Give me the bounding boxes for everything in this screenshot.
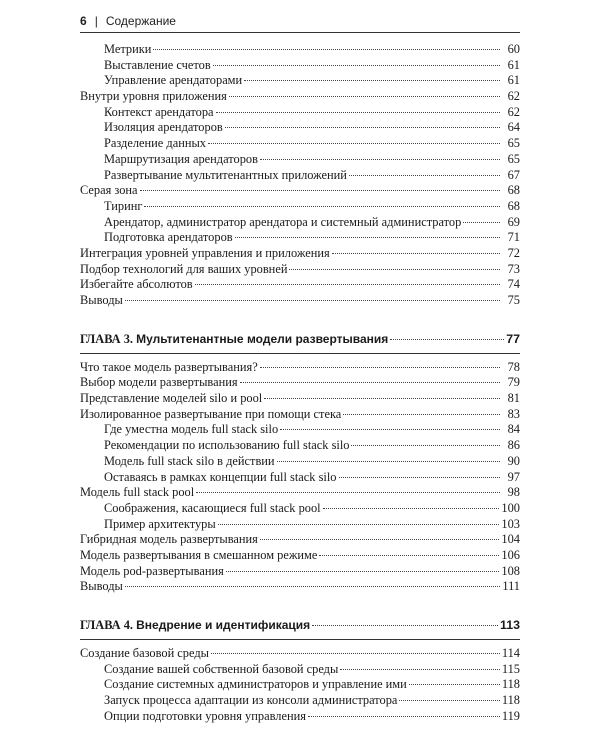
toc-entry-page: 68: [507, 183, 520, 198]
leader-dots: [226, 571, 500, 572]
chapter-4-title: Внедрение и идентификация: [136, 618, 311, 632]
leader-dots: [277, 461, 500, 462]
toc-entry[interactable]: [80, 73, 520, 89]
leader-dots: [211, 653, 500, 654]
chapter-4-heading[interactable]: [80, 618, 520, 636]
toc-entry[interactable]: [80, 293, 520, 309]
chapter-4-block: [80, 618, 520, 724]
leader-dots: [208, 143, 500, 144]
toc-entry-page: 84: [507, 422, 520, 437]
toc-entry-page: 79: [507, 375, 520, 390]
toc-entry-title: Подготовка арендаторов: [104, 230, 233, 245]
toc-entry-title: Интеграция уровней управления и приложения: [80, 245, 330, 260]
toc-entry[interactable]: [80, 391, 520, 407]
toc-entry-page: 64: [507, 120, 520, 135]
toc-entry[interactable]: [80, 470, 520, 486]
chapter-4-rule: [80, 639, 520, 640]
chapter-4-label: ГЛАВА 4.: [80, 618, 134, 632]
toc-entry-page: 90: [507, 453, 520, 468]
running-header: [80, 14, 520, 28]
leader-dots: [319, 555, 499, 556]
leader-dots: [235, 237, 500, 238]
toc-entry-page: 81: [507, 391, 520, 406]
toc-entry-page: 98: [507, 485, 520, 500]
toc-entry-title: Создание системных администраторов и управление ими: [104, 677, 407, 692]
leader-dots: [218, 524, 500, 525]
toc-entry[interactable]: [80, 422, 520, 438]
toc-entry[interactable]: [80, 454, 520, 470]
leader-dots: [339, 477, 501, 478]
leader-dots: [213, 65, 500, 66]
toc-entry-page: 115: [501, 661, 520, 676]
toc-entry-page: 68: [507, 198, 520, 213]
toc-entry[interactable]: [80, 136, 520, 152]
toc-entry[interactable]: [80, 579, 520, 595]
leader-dots: [390, 339, 504, 340]
leader-dots: [244, 80, 500, 81]
leader-dots: [351, 445, 500, 446]
toc-entry-title: Модель развертывания в смешанном режиме: [80, 547, 318, 562]
leader-dots: [280, 429, 500, 430]
toc-entry-title: Арендатор, администратор арендатора и системный администратор: [104, 214, 462, 229]
toc-entry[interactable]: [80, 709, 520, 725]
toc-entry-title: Избегайте абсолютов: [80, 277, 193, 292]
toc-entry-title: Управление арендаторами: [104, 73, 243, 88]
page-number: 6: [80, 14, 87, 28]
toc-entry-page: 62: [507, 89, 520, 104]
toc-entry[interactable]: [80, 517, 520, 533]
toc-entry-title: Выводы: [80, 293, 123, 307]
chapter-3-title: Мультитенантные модели развертывания: [136, 331, 389, 346]
header-rule: [80, 32, 520, 33]
chapter-4-page: 113: [500, 618, 520, 632]
toc-entry-title: Метрики: [104, 42, 152, 56]
toc-entry-title: Что такое модель развертывания?: [80, 359, 258, 374]
toc-entry-page: 72: [507, 245, 520, 260]
leader-dots: [289, 269, 500, 270]
leader-dots: [340, 669, 500, 670]
toc-entry-page: 114: [501, 646, 520, 660]
toc-entry[interactable]: [80, 246, 520, 262]
running-title: Содержание: [105, 14, 176, 28]
leader-dots: [312, 625, 498, 626]
leader-dots: [409, 684, 500, 685]
toc-entry[interactable]: [80, 693, 520, 709]
toc-entry-title: Разделение данных: [104, 136, 206, 151]
toc-entry-page: 65: [507, 151, 520, 166]
toc-entry[interactable]: [80, 677, 520, 693]
toc-entry[interactable]: [80, 183, 520, 199]
toc-entry-title: Выбор модели развертывания: [80, 375, 238, 390]
toc-entry[interactable]: [80, 58, 520, 74]
toc-entry-page: 67: [507, 167, 520, 182]
toc-entry-title: Гибридная модель развертывания: [80, 532, 258, 547]
toc-entry-title: Развертывание мультитенантных приложений: [104, 167, 347, 182]
header-separator: |: [94, 14, 98, 28]
leader-dots: [349, 175, 500, 176]
toc-entry-title: Оставаясь в рамках концепции full stack silo: [104, 469, 337, 484]
chapter-4-entries: [80, 646, 520, 724]
toc-entry-page: 100: [501, 500, 520, 515]
leader-dots: [308, 716, 500, 717]
toc-entry-title: Представление моделей silo и pool: [80, 391, 263, 406]
toc-entry-title: Изолированное развертывание при помощи стека: [80, 406, 342, 421]
toc-entry-title: Модель full stack pool: [80, 485, 195, 500]
toc-entry[interactable]: [80, 215, 520, 231]
toc-entry[interactable]: [80, 360, 520, 376]
toc-entry-title: Создание вашей собственной базовой среды: [104, 661, 339, 676]
toc-entry[interactable]: [80, 230, 520, 246]
leader-dots: [260, 539, 500, 540]
toc-entry-title: Модель pod-развертывания: [80, 563, 224, 578]
toc-entry[interactable]: [80, 262, 520, 278]
toc-entry-page: 61: [507, 57, 520, 72]
toc-entry-title: Модель full stack silo в действии: [104, 453, 275, 468]
toc-entry[interactable]: [80, 646, 520, 662]
toc-entry-page: 78: [507, 359, 520, 374]
toc-entry-title: Маршрутизация арендаторов: [104, 151, 258, 166]
leader-dots: [195, 284, 500, 285]
toc-entry[interactable]: [80, 42, 520, 58]
toc-entry[interactable]: [80, 532, 520, 548]
toc-entry-page: 83: [507, 406, 520, 421]
toc-entry-page: 97: [507, 469, 520, 484]
leader-dots: [225, 127, 500, 128]
toc-entry-title: Соображения, касающиеся full stack pool: [104, 500, 321, 515]
toc-entry-page: 73: [507, 261, 520, 276]
toc-entry[interactable]: [80, 407, 520, 423]
toc-entry-page: 65: [507, 136, 520, 151]
toc-entry[interactable]: [80, 199, 520, 215]
toc-entry-title: Создание базовой среды: [80, 646, 209, 660]
chapter-3-entries: [80, 360, 520, 595]
toc-entry-page: 118: [501, 693, 520, 708]
toc-entry-title: Запуск процесса адаптации из консоли администратора: [104, 693, 398, 708]
toc-entry-page: 69: [507, 214, 520, 229]
leader-dots: [260, 159, 500, 160]
leader-dots: [125, 300, 500, 301]
toc-entry-title: Где уместна модель full stack silo: [104, 422, 279, 437]
toc-entry-title: Подбор технологий для ваших уровней: [80, 261, 288, 276]
toc-entry[interactable]: [80, 438, 520, 454]
toc-entry-title: Контекст арендатора: [104, 104, 214, 119]
toc-entry-title: Тиринг: [104, 198, 143, 213]
toc-entry-page: 86: [507, 438, 520, 453]
table-of-contents: [80, 42, 520, 724]
leader-dots: [153, 49, 500, 50]
chapter-3-label: ГЛАВА 3.: [80, 331, 134, 346]
toc-entry-title: Пример архитектуры: [104, 516, 216, 531]
toc-entry-page: 104: [501, 532, 520, 547]
toc-entry-title: Выводы: [80, 579, 123, 594]
toc-entry-page: 61: [507, 73, 520, 88]
toc-section-top: [80, 42, 520, 309]
leader-dots: [240, 382, 500, 383]
toc-entry-title: Опции подготовки уровня управления: [104, 708, 306, 723]
toc-entry-page: 62: [507, 104, 520, 119]
toc-entry-title: Изоляция арендаторов: [104, 120, 223, 135]
leader-dots: [125, 586, 500, 587]
chapter-3-rule: [80, 353, 520, 354]
toc-entry-page: 118: [501, 677, 520, 692]
leader-dots: [323, 508, 500, 509]
toc-entry[interactable]: [80, 501, 520, 517]
toc-entry[interactable]: [80, 662, 520, 678]
toc-entry-page: 74: [507, 277, 520, 292]
toc-entry-page: 111: [502, 579, 520, 594]
toc-entry-title: Рекомендации по использованию full stack silo: [104, 438, 350, 453]
leader-dots: [260, 367, 500, 368]
leader-dots: [140, 190, 500, 191]
leader-dots: [216, 112, 500, 113]
leader-dots: [264, 398, 500, 399]
toc-entry[interactable]: [80, 152, 520, 168]
leader-dots: [399, 700, 499, 701]
toc-entry-page: 108: [501, 563, 520, 578]
toc-entry-page: 106: [501, 547, 520, 562]
chapter-3-heading[interactable]: [80, 332, 520, 350]
leader-dots: [229, 96, 500, 97]
toc-entry[interactable]: [80, 105, 520, 121]
toc-entry-page: 60: [507, 42, 520, 56]
leader-dots: [343, 414, 500, 415]
toc-entry[interactable]: [80, 564, 520, 580]
leader-dots: [332, 253, 500, 254]
toc-entry-page: 119: [501, 708, 520, 723]
toc-entry[interactable]: [80, 168, 520, 184]
leader-dots: [144, 206, 500, 207]
leader-dots: [463, 222, 500, 223]
toc-entry[interactable]: [80, 120, 520, 136]
chapter-3-block: [80, 332, 520, 595]
toc-entry-title: Выставление счетов: [104, 57, 211, 72]
toc-entry-page: 71: [507, 230, 520, 245]
toc-entry[interactable]: [80, 277, 520, 293]
toc-entry-title: Внутри уровня приложения: [80, 89, 227, 104]
toc-entry-page: 103: [501, 516, 520, 531]
toc-entry-title: Серая зона: [80, 183, 138, 198]
toc-entry[interactable]: [80, 89, 520, 105]
leader-dots: [196, 492, 500, 493]
toc-entry-page: 75: [507, 293, 520, 307]
toc-entry[interactable]: [80, 548, 520, 564]
toc-entry[interactable]: [80, 485, 520, 501]
toc-entry[interactable]: [80, 375, 520, 391]
chapter-3-page: 77: [506, 331, 520, 346]
